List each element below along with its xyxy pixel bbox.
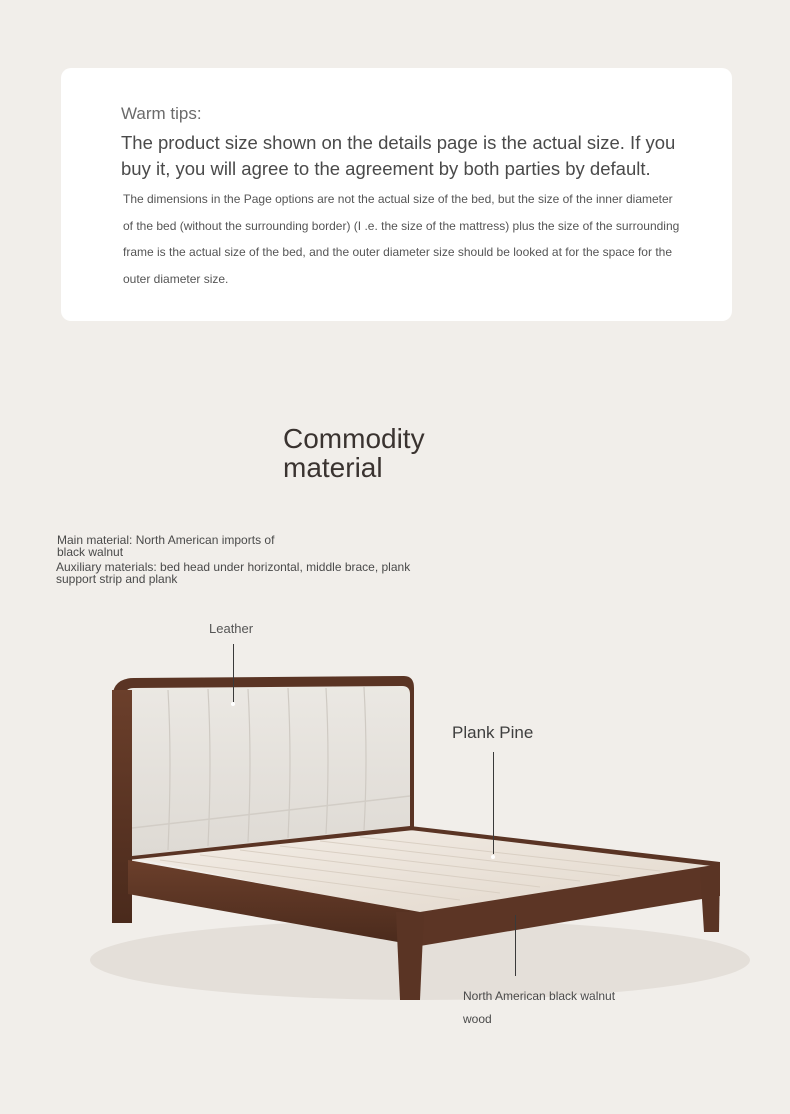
auxiliary-material-text: Auxiliary materials: bed head under horizontal, middle brace, plank support strip and plank (56, 560, 411, 586)
leather-callout-label: Leather (209, 621, 254, 636)
leather-callout-line (233, 644, 234, 702)
leather-callout-dot (231, 702, 235, 706)
walnut-callout-label: North American black walnut wood (463, 989, 616, 1026)
plank-pine-callout-dot (491, 855, 495, 859)
walnut-callout-line (515, 915, 516, 976)
plank-pine-callout-label: Plank Pine (452, 723, 534, 742)
headboard-leather (124, 686, 410, 856)
warm-tips-heading: Warm tips: (121, 104, 202, 123)
commodity-material-title: Commodity material (283, 423, 425, 483)
warm-tips-body: The dimensions in the Page options are not the actual size of the bed, but the size of the inner diameter of the bed (without the surrounding border) (I .e. the size of the mattress) plus the size of the surrounding frame is the actual size of the bed, and the outer diameter size should be looked at for the space for the outer diameter size. (123, 192, 680, 286)
foot-leg-front (396, 912, 424, 1000)
main-material-text: Main material: North American imports of black walnut (57, 533, 275, 559)
warm-tips-lead: The product size shown on the details page is the actual size. If you buy it, you will agree to the agreement by both parties by default. (121, 132, 676, 179)
foot-leg-right (700, 864, 720, 932)
plank-pine-callout-line (493, 752, 494, 854)
